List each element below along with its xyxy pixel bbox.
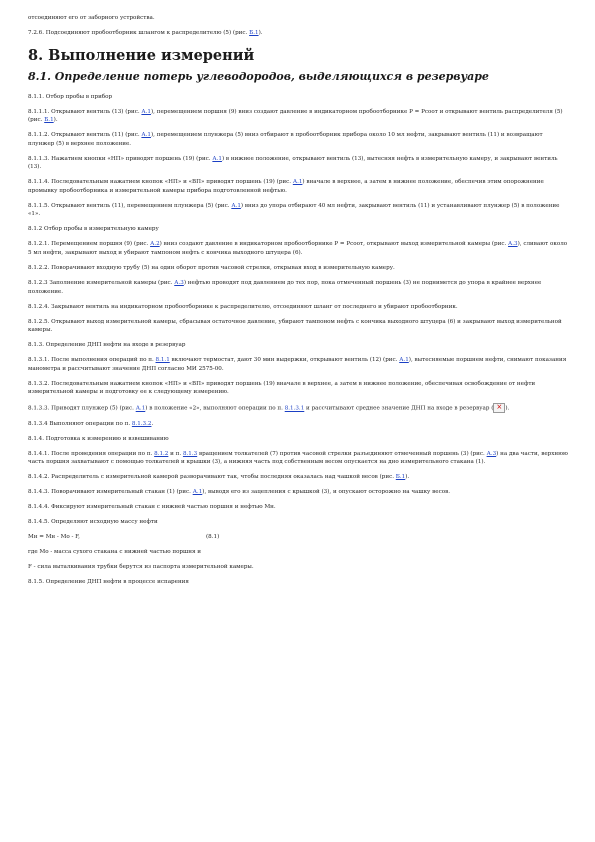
formula-8-1 bbox=[28, 533, 568, 542]
paragraph-8-1-2-4: 8.1.2.4. Закрывают вентиль на индикаторном пробоотборнике к распределителю, отсоединяют шланг от последнего и убирают пробоотборник. bbox=[28, 303, 458, 310]
paragraph-8-1-2-1: 8.1.2.1. Перемещением поршня (9) (рис. А.2) вниз создают давление в индикаторном пробоотборнике P = Pсоот, открывают выход измерительной камеры (рис. А.3), сливают около 5 мл нефти, закрывают выход и убирают тампоном нефть с кончика выходного штуцера (6). bbox=[28, 241, 568, 257]
paragraph-8-1-1-4: 8.1.1.4. Последовательным нажатием кнопок «НП» и «ВП» приводят поршень (19) (рис. А.1) вначале в верхнее, а затем в нижнее положение, обеспечив этим опорожнение промывку пробоотборника и измерительной камеры прибора подготовленной нефтью. bbox=[28, 179, 544, 194]
formula-expression: Mн = Mн - Mо - F, bbox=[28, 534, 80, 541]
paragraph-8-1-4-4: 8.1.4.4. Фиксируют измерительный стакан с нижней частью поршня и нефтью Mн. bbox=[28, 504, 276, 511]
paragraph-8-1-4-5: 8.1.4.5. Определяют исходную массу нефти bbox=[28, 519, 158, 526]
intro-line: отсоединяют его от заборного устройства. bbox=[28, 15, 155, 21]
link-fig-a1[interactable]: А.1 bbox=[141, 132, 151, 139]
link-fig-b1[interactable]: Б.1 bbox=[395, 474, 406, 481]
formula-where-1: где Mо - масса сухого стакана с нижней частью поршня и bbox=[28, 549, 201, 556]
paragraph-8-1-4-3: 8.1.4.3. Поворачивают измерительный стакан (1) (рис. А.1), выводя его из зацепления с крышкой (3), и опускают осторожно на чашку весов. bbox=[28, 489, 451, 496]
paragraph-8-1-2: 8.1.2 Отбор пробы в измерительную камеру bbox=[28, 226, 159, 233]
paragraph-8-1-3-1: 8.1.3.1. После выполнения операций по п. 8.1.1 включают термостат, дают 30 мин выдержки, открывают вентиль (12) (рис. А.1), вытесняемые поршнем нефти, снимают показания манометра и рассчитывают значение ДНП согласно МИ 2575-00. bbox=[28, 357, 567, 372]
link-fig-a1[interactable]: А.1 bbox=[141, 108, 151, 115]
link-section-8-1-3[interactable]: 8.1.3 bbox=[182, 450, 198, 457]
heading-section-8-1: 8.1. Определение потерь углеводородов, выделяющихся в резервуаре bbox=[28, 69, 489, 83]
link-fig-a2[interactable]: А.2 bbox=[150, 241, 160, 248]
link-fig-a1[interactable]: А.1 bbox=[192, 489, 203, 496]
paragraph-8-1-1-5: 8.1.1.5. Открывают вентиль (11), перемещением плунжера (5) (рис. А.1) вниз до упора отбирают 40 мл нефти, закрывают вентиль (11) и устанавливают плунжер (5) в положение «1». bbox=[28, 202, 560, 218]
paragraph-8-1-4-2: 8.1.4.2. Распределитель с измерительной камерой разворачивают так, чтобы последняя оказалась над чашкой весов (рис. Б.1). bbox=[28, 474, 410, 481]
link-fig-b1[interactable]: Б.1 bbox=[249, 29, 259, 36]
paragraph-8-1-3-2: 8.1.3.2. Последовательным нажатием кнопок «НП» и «ВП» приводят поршень (19) вначале в верхнее, а затем в нижнее положение, обеспечивая освобождение от нефти измерительной камеры и подготовку ее к следующему измерению. bbox=[28, 380, 536, 396]
paragraph-8-1-3-3: 8.1.3.3. Приводят плунжер (5) (рис. А.1) в положение «2», выполняют операции по п. 8.1.3.1 и рассчитывают среднее значение ДНП на входе в резервуар (× ). bbox=[28, 403, 568, 413]
link-fig-a1[interactable]: А.1 bbox=[212, 155, 222, 162]
paragraph-8-1-1-2: 8.1.1.2. Открывают вентиль (11) (рис. А.1), перемещением плунжера (5) вниз отбирают в пробоотборник прибора около 10 мл нефти, закрывают вентиль (11) и возвращают плунжер (5) в верхнее положение. bbox=[28, 132, 543, 147]
link-section-8-1-3-2[interactable]: 8.1.3.2 bbox=[131, 420, 152, 427]
link-section-8-1-3-1[interactable]: 8.1.3.1 bbox=[284, 405, 305, 412]
link-fig-a1[interactable]: А.1 bbox=[292, 179, 303, 186]
link-section-8-1-2[interactable]: 8.1.2 bbox=[154, 450, 169, 457]
formula-where-2: F - сила выталкивания трубки берутся из паспорта измерительной камеры. bbox=[28, 564, 254, 571]
link-fig-b1[interactable]: Б.1 bbox=[44, 117, 54, 124]
broken-image-icon bbox=[493, 403, 505, 413]
paragraph-8-1-1: 8.1.1. Отбор пробы в прибор bbox=[28, 93, 113, 100]
document-page bbox=[28, 14, 568, 593]
paragraph-8-1-2-2: 8.1.2.2. Поворачивают входную трубу (5) на один оборот против часовой стрелки, открывая вход в измерительную камеру. bbox=[28, 265, 395, 272]
paragraph-8-1-3: 8.1.3. Определение ДНП нефти на входе в резервуар bbox=[28, 342, 186, 349]
paragraph-8-1-1-3: 8.1.1.3. Нажатием кнопки «НП» приводят поршень (19) (рис. А.1) в нижнее положение, открывают вентиль (13), вытесняя нефть в измерительную камеру, и закрывают вентиль (13). bbox=[28, 155, 558, 171]
link-fig-a3[interactable]: А.3 bbox=[508, 241, 518, 248]
link-fig-a1[interactable]: А.1 bbox=[399, 357, 409, 364]
link-fig-a3[interactable]: А.3 bbox=[486, 450, 497, 457]
paragraph-8-1-4: 8.1.4. Подготовка к измерению и взвешиванию bbox=[28, 435, 169, 442]
paragraph-8-1-4-1: 8.1.4.1. После проведения операции по п. 8.1.2 и п. 8.1.3 вращением толкателей (7) против часовой стрелки разъединяют отмеченный поршень (3) (рис. А.3) на два части, верхнюю часть поршня захватывают с помощью толкателей и крышки (3), а нижняя часть под собственным весом опускается на дно измерительного стакана (1). bbox=[28, 450, 568, 466]
paragraph-7-2-6: 7.2.6. Подсоединяют пробоотборник шлангом к распределителю (5) (рис. Б.1). bbox=[28, 29, 263, 36]
link-section-8-1-1[interactable]: 8.1.1 bbox=[155, 357, 170, 364]
paragraph-8-1-2-3: 8.1.2.3 Заполнение измерительной камеры (рис. А.3) нефтью проводят под давлением до тех пор, пока отмеченный поршень (3) не поднимется до упора в крайнее верхнее положение. bbox=[28, 280, 542, 295]
paragraph-8-1-2-5: 8.1.2.5. Открывают выход измерительной камеры, сбрасывая остаточное давление, убирают тампоном нефть с кончика выходного штуцера (6) и закрывают выход измерительной камеры. bbox=[28, 318, 562, 334]
paragraph-8-1-3-4: 8.1.3.4 Выполняют операции по п. 8.1.3.2. bbox=[28, 420, 154, 427]
formula-number: (8.1) bbox=[206, 534, 220, 541]
heading-section-8: 8. Выполнение измерений bbox=[28, 46, 255, 64]
link-fig-a1[interactable]: А.1 bbox=[231, 202, 241, 209]
link-fig-a3[interactable]: А.3 bbox=[174, 280, 184, 286]
paragraph-8-1-1-1: 8.1.1.1. Открывают вентиль (13) (рис. А.1), перемещением поршня (9) вниз создают давление в индикаторном пробоотборнике P = Pсоот и открывают вентиль распределителя (5) (рис. Б.1). bbox=[28, 108, 563, 124]
paragraph-8-1-5: 8.1.5. Определение ДНП нефти в процессе испарения bbox=[28, 579, 189, 586]
link-fig-a1[interactable]: А.1 bbox=[135, 405, 146, 412]
